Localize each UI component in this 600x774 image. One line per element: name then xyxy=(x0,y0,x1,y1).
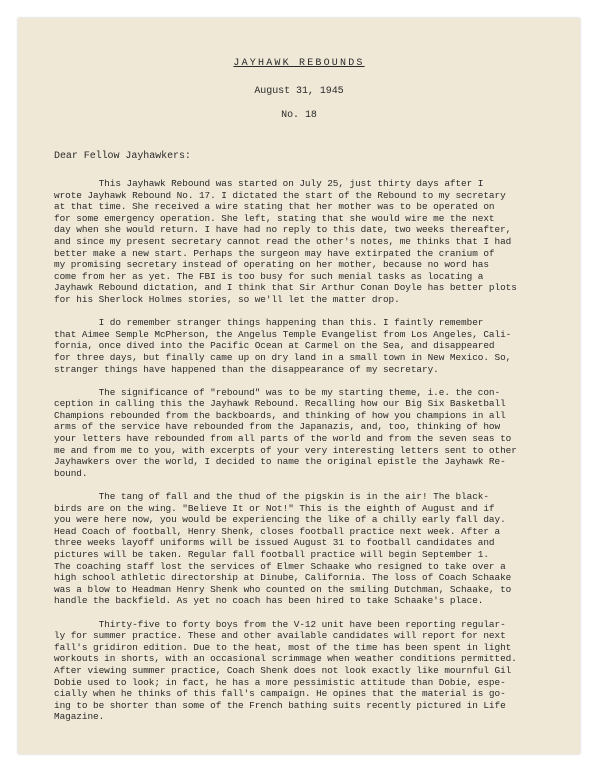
text-line: better make a new start. Perhaps the surgeon may have extirpated the cranium of xyxy=(54,247,495,259)
text-line: birds are on the wing. "Believe It or Not!" This is the eighth of August and if xyxy=(54,502,495,514)
text-line: three weeks layoff uniforms will be issued August 31 to football candidates and xyxy=(54,537,495,549)
text-line: for three days, but finally came up on dry land in a small town in New Mexico. So, xyxy=(54,351,512,363)
text-line: bound. xyxy=(54,467,88,479)
text-line: handle the backfield. As yet no coach has been hired to take Schaake's place. xyxy=(54,595,484,607)
text-line: Thirty-five to forty boys from the V-12 unit have been reporting regular- xyxy=(54,618,506,630)
text-line: wrote Jayhawk Rebound No. 17. I dictated the start of the Rebound to my secretary xyxy=(54,189,506,201)
paragraph-3 xyxy=(54,387,554,480)
text-line: high school athletic directorship at Dinube, California. The loss of Coach Schaake xyxy=(54,572,512,584)
text-line: ception in calling this the Jayhawk Rebound. Recalling how our Big Six Basketball xyxy=(54,398,506,410)
paragraph-4 xyxy=(54,491,554,607)
text-line: your letters have rebounded from all parts of the world and from the seven seas to xyxy=(54,433,512,445)
issue-number: No. 18 xyxy=(281,110,317,121)
text-line: fornia, once dived into the Pacific Ocean at Carmel on the Sea, and disappeared xyxy=(54,340,495,352)
text-line: fall's gridiron edition. Due to the heat, most of the time has been spent in light xyxy=(54,641,512,653)
text-line: Champions rebounded from the backboards, and thinking of how you champions in all xyxy=(54,409,506,421)
text-line: The coaching staff lost the services of Elmer Schaake who resigned to take over a xyxy=(54,560,506,572)
text-line: you were here now, you would be experiencing the like of a chilly early fall day. xyxy=(54,514,506,526)
text-line: Magazine. xyxy=(54,711,105,723)
text-line: After viewing summer practice, Coach Shenk does not look exactly like mournful Gil xyxy=(54,664,512,676)
text-line: for his Sherlock Holmes stories, so we'll let the matter drop. xyxy=(54,293,400,305)
document-date: August 31, 1945 xyxy=(254,86,344,97)
text-line: Jayhawkers over the world, I decided to name the original epistle the Jayhawk Re- xyxy=(54,456,506,468)
text-line: ing to be shorter than some of the French bathing suits recently pictured in Life xyxy=(54,699,506,711)
text-line: Dobie used to look; in fact, he has a more pessimistic attitude than Dobie, espe- xyxy=(54,676,506,688)
text-line: I do remember stranger things happening than this. I faintly remember xyxy=(54,317,484,329)
paragraph-5 xyxy=(54,619,554,723)
text-line: pictures will be taken. Regular fall football practice will begin September 1. xyxy=(54,549,489,560)
text-line: day when she would return. I have had no reply to this date, two weeks thereafter, xyxy=(54,224,512,236)
text-line: at that time. She received a wire stating that her mother was to be operated on xyxy=(54,201,495,213)
text-line: This Jayhawk Rebound was started on July 25, just thirty days after I xyxy=(54,178,484,189)
text-line: ly for summer practice. These and other available candidates will report for next xyxy=(54,630,506,642)
text-line: cially when he thinks of this fall's campaign. He opines that the material is go- xyxy=(54,688,506,700)
text-line: arms of the service have rebounded from the Japanazis, and, too, thinking of how xyxy=(54,421,501,433)
text-line: The significance of "rebound" was to be my starting theme, i.e. the con- xyxy=(54,386,501,398)
text-line: and since my present secretary cannot read the other's notes, me thinks that I had xyxy=(54,235,512,247)
text-line: me and from me to you, with excerpts of your very interesting letters sent to other xyxy=(54,444,517,456)
text-line: that Aimee Semple McPherson, the Angelus Temple Evangelist from Los Angeles, Cali- xyxy=(54,328,512,340)
text-line: my promising secretary instead of operating on her mother, because no word has xyxy=(54,259,489,271)
text-line: was a blow to Headman Henry Shenk who counted on the smiling Dutchman, Schaake, to xyxy=(54,583,512,595)
salutation: Dear Fellow Jayhawkers: xyxy=(54,151,191,162)
text-line: Head Coach of football, Henry Shenk, closes football practice next week. After a xyxy=(54,525,501,537)
text-line: stranger things have happened than the disappearance of my secretary. xyxy=(54,363,439,375)
text-line: for some emergency operation. She left, stating that she would wire me the next xyxy=(54,212,495,224)
typed-letter-page xyxy=(18,18,580,754)
document-title: JAYHAWK REBOUNDS xyxy=(233,58,365,69)
paragraph-2 xyxy=(54,317,554,375)
text-line: Jayhawk Rebound dictation, and I think that Sir Arthur Conan Doyle has better plots xyxy=(54,282,517,294)
text-line: The tang of fall and the thud of the pigskin is in the air! The black- xyxy=(54,491,489,503)
paragraph-1 xyxy=(54,178,554,306)
text-line: come from her as yet. The FBI is too busy for such menial tasks as locating a xyxy=(54,270,484,282)
letter-body xyxy=(54,178,554,735)
text-line: workouts in shorts, with an occasional scrimmage when weather conditions permitted. xyxy=(54,653,517,665)
